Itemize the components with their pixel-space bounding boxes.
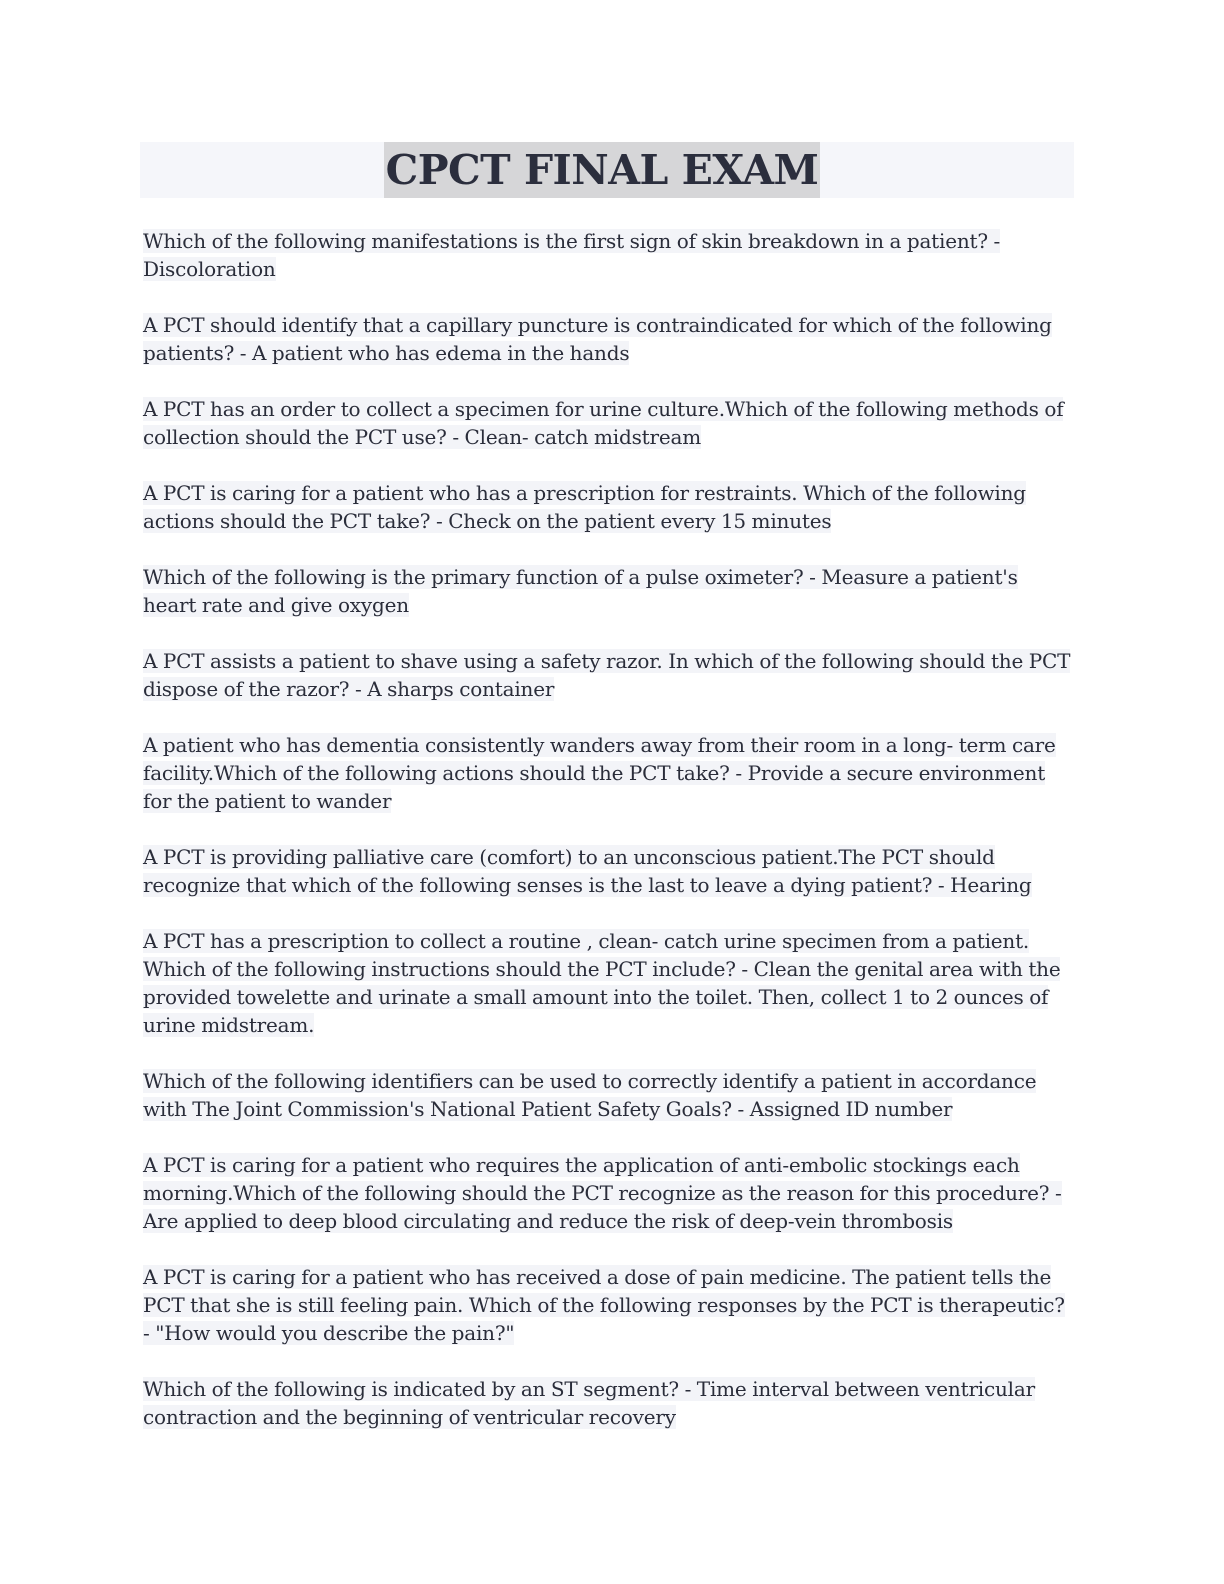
question-text: A PCT has an order to collect a specimen for urine culture.Which of the following methods of collection should the PCT use? - Clean- catch midstream [143, 397, 1064, 449]
question-item [143, 927, 1074, 1039]
question-list [140, 227, 1074, 1431]
question-text: A PCT is caring for a patient who has a prescription for restraints. Which of the following actions should the PCT take? - Check on the patient every 15 minutes [143, 481, 1026, 533]
question-item [143, 1375, 1074, 1431]
question-text: A PCT is caring for a patient who requires the application of anti-embolic stockings each morning.Which of the following should the PCT recognize as the reason for this procedure? - Are applied to deep blood circulating and reduce the risk of deep-vein thrombosis [143, 1153, 1062, 1233]
question-item [143, 1151, 1074, 1235]
question-item [143, 311, 1074, 367]
question-text: A PCT has a prescription to collect a routine , clean- catch urine specimen from a patient. Which of the following instructions should the PCT include? - Clean the genital area with the provided towelette and urinate a small amount into the toilet. Then, collect 1 to 2 ounces of urine midstream. [143, 929, 1061, 1037]
page-title: CPCT FINAL EXAM [384, 142, 821, 198]
title-band [140, 142, 1074, 198]
question-text: A PCT is providing palliative care (comfort) to an unconscious patient.The PCT should recognize that which of the following senses is the last to leave a dying patient? - Hearing [143, 845, 1032, 897]
question-text: Which of the following manifestations is the first sign of skin breakdown in a patient? - Discoloration [143, 229, 1001, 281]
question-item [143, 647, 1074, 703]
document-page [140, 142, 1074, 1459]
question-item [143, 1067, 1074, 1123]
question-item [143, 563, 1074, 619]
question-item [143, 395, 1074, 451]
question-text: A PCT is caring for a patient who has received a dose of pain medicine. The patient tells the PCT that she is still feeling pain. Which of the following responses by the PCT is therapeutic? - "How would you describe the pain?" [143, 1265, 1065, 1345]
question-item [143, 227, 1074, 283]
question-item [143, 731, 1074, 815]
question-text: A PCT assists a patient to shave using a safety razor. In which of the following should the PCT dispose of the razor? - A sharps container [143, 649, 1071, 701]
question-text: Which of the following identifiers can be used to correctly identify a patient in accordance with The Joint Commission's National Patient Safety Goals? - Assigned ID number [143, 1069, 1037, 1121]
question-text: Which of the following is the primary function of a pulse oximeter? - Measure a patient's heart rate and give oxygen [143, 565, 1018, 617]
question-item [143, 479, 1074, 535]
question-text: A PCT should identify that a capillary puncture is contraindicated for which of the following patients? - A patient who has edema in the hands [143, 313, 1052, 365]
question-text: A patient who has dementia consistently wanders away from their room in a long- term care facility.Which of the following actions should the PCT take? - Provide a secure environment for the patient to wander [143, 733, 1056, 813]
question-text: Which of the following is indicated by an ST segment? - Time interval between ventricular contraction and the beginning of ventricular recovery [143, 1377, 1035, 1429]
question-item [143, 1263, 1074, 1347]
question-item [143, 843, 1074, 899]
